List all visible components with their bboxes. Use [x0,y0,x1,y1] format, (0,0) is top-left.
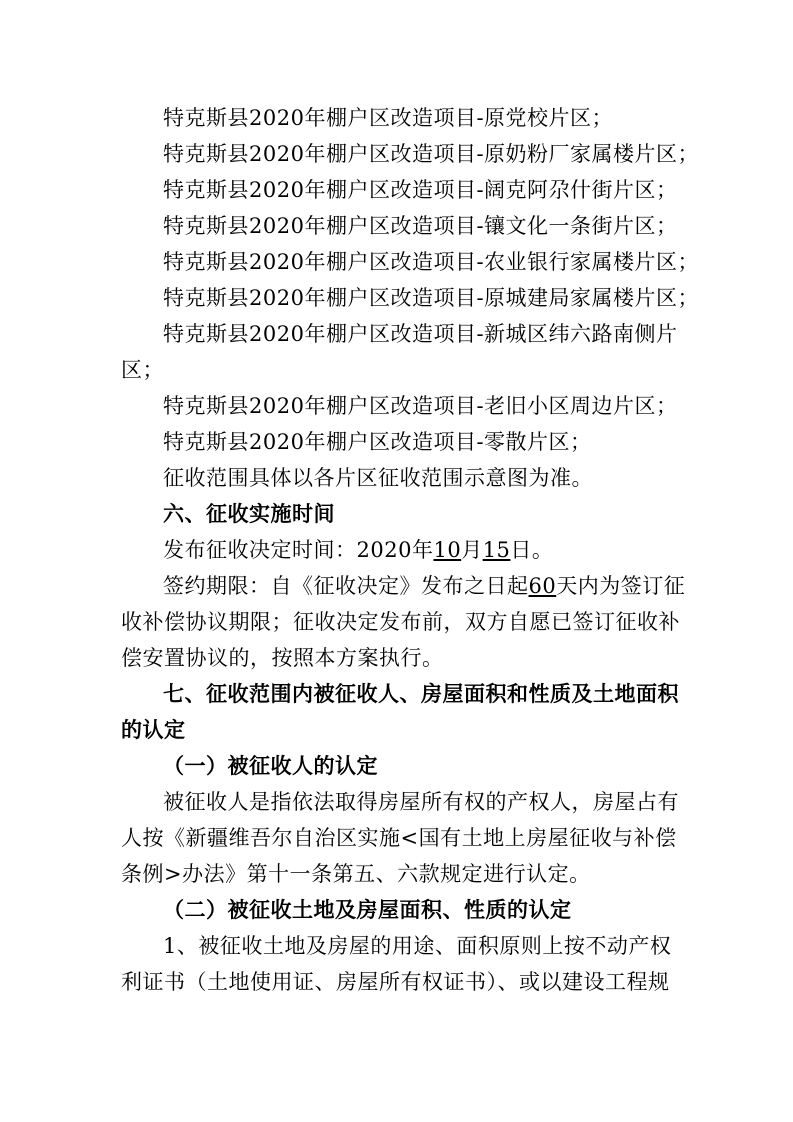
subsection-1-line-1: 被征收人是指依法取得房屋所有权的产权人，房屋占有 [163,790,679,814]
area-item-culture-street: 特克斯县2020年棚户区改造项目-镶文化一条街片区； [163,214,678,238]
decision-day-unit: 日。 [510,538,554,562]
subsection-2-line-1: 1、被征收土地及房屋的用途、面积原则上按不动产权 [163,934,672,958]
subsection-2-line-2: 利证书（土地使用证、房屋所有权证书）、或以建设工程规 [121,970,670,994]
area-item-old-community: 特克斯县2020年棚户区改造项目-老旧小区周边片区； [163,394,678,418]
subsection-1-line-2: 人按《新疆维吾尔自治区实施<国有土地上房屋征收与补偿 [121,826,677,850]
subsection-2-heading: （二）被征收土地及房屋面积、性质的认定 [163,898,572,922]
decision-month: 10 [433,538,462,562]
signing-period-line-1 [163,571,686,601]
area-scope-note: 征收范围具体以各片区征收范围示意图为准。 [163,466,593,490]
decision-date-prefix: 发布征收决定时间：2020年 [163,538,434,562]
area-item-construction-bureau: 特克斯县2020年棚户区改造项目-原城建局家属楼片区； [163,286,700,310]
area-item-party-school: 特克斯县2020年棚户区改造项目-原党校片区； [163,106,614,130]
subsection-1-line-3: 条例>办法》第十一条第五、六款规定进行认定。 [121,862,591,886]
area-item-new-district: 特克斯县2020年棚户区改造项目-新城区纬六路南侧片 [163,322,678,346]
decision-day: 15 [482,538,511,562]
area-item-new-district-cont: 区； [121,358,164,382]
subsection-1-heading: （一）被征收人的认定 [163,754,378,778]
decision-month-unit: 月 [461,538,483,562]
area-item-agri-bank: 特克斯县2020年棚户区改造项目-农业银行家属楼片区； [163,250,700,274]
signing-suffix: 天内为签订征 [556,574,686,598]
area-item-milk-factory: 特克斯县2020年棚户区改造项目-原奶粉厂家属楼片区； [163,142,700,166]
section-7-heading-cont: 的认定 [121,718,186,742]
section-7-heading: 七、征收范围内被征收人、房屋面积和性质及土地面积 [163,682,679,706]
area-item-scattered: 特克斯县2020年棚户区改造项目-零散片区； [163,430,592,454]
signing-period-line-3: 偿安置协议的，按照本方案执行。 [121,646,444,670]
decision-date-line [163,535,553,565]
section-6-heading: 六、征收实施时间 [163,502,335,526]
signing-prefix: 签约期限：自《征收决定》发布之日起 [163,574,529,598]
signing-days: 60 [528,574,557,598]
area-item-kuokeagashi-street: 特克斯县2020年棚户区改造项目-阔克阿尕什街片区； [163,178,678,202]
signing-period-line-2: 收补偿协议期限；征收决定发布前，双方自愿已签订征收补 [121,610,680,634]
